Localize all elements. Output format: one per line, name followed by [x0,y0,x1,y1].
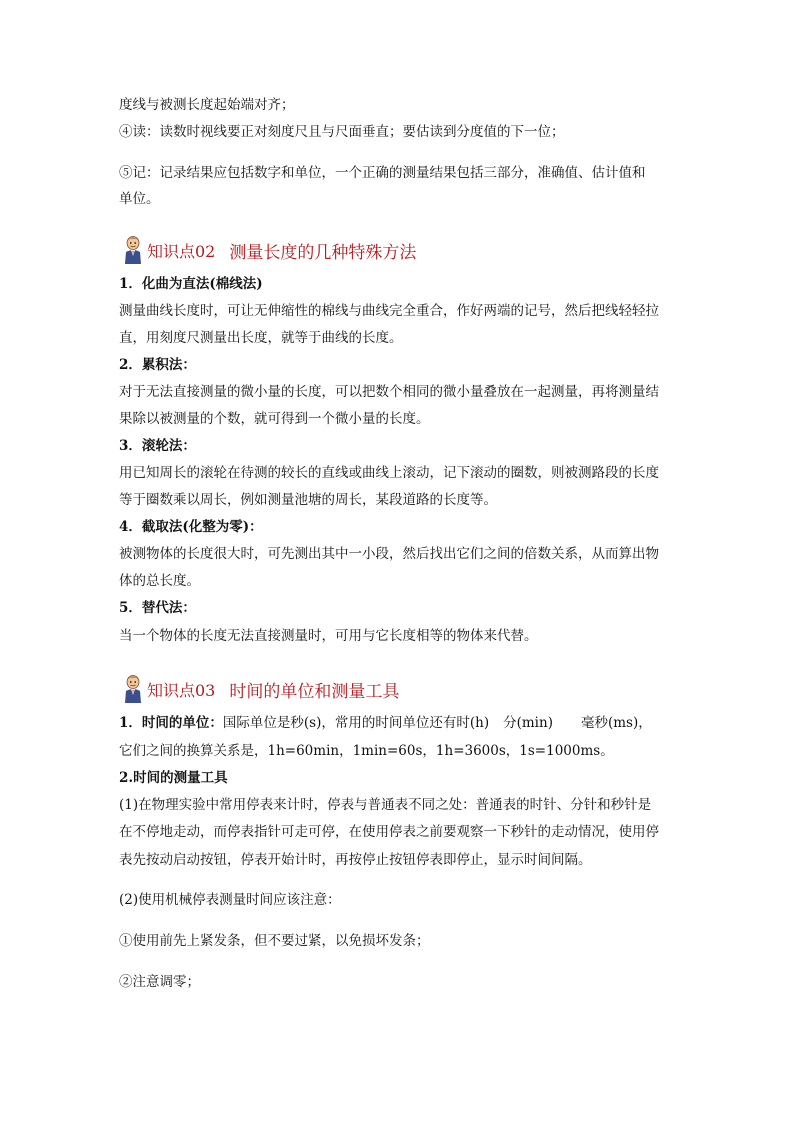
section-number: 知识点02 [147,241,216,261]
method-heading: 5．替代法： [119,600,196,616]
text-line: (2)使用机械停表测量时间应该注意： [119,892,341,908]
text-line: 度线与被测长度起始端对齐； [119,97,295,113]
text-line: 单位。 [119,191,160,207]
text-line: 用已知周长的滚轮在待测的较长的直线或曲线上滚动，记下滚动的圈数，则被测路段的长度 [119,465,659,481]
subheading: 2.时间的测量工具 [119,770,228,786]
text-line: 1．时间的单位：国际单位是秒(s)，常用的时间单位还有时(h) 分(min) 毫秒(ms)， [119,715,652,731]
text-line: (1)在物理实验中常用停表来计时，停表与普通表不同之处：普通表的时针、分针和秒针是 [119,797,652,813]
teacher-icon [121,674,145,704]
text-line: 等于圈数乘以周长，例如测量池塘的周长，某段道路的长度等。 [119,492,497,508]
section-title: 测量长度的几种特殊方法 [229,242,417,263]
text-line: 它们之间的换算关系是，1h=60min，1min=60s，1h=3600s，1s=1000ms。 [119,743,614,759]
method-heading: 2．累积法： [119,357,196,373]
text-line: ④读：读数时视线要正对刻度尺且与尺面垂直；要估读到分度值的下一位； [119,124,565,140]
section-title: 时间的单位和测量工具 [229,681,400,702]
method-heading: 1．化曲为直法(棉线法) [119,276,263,292]
section-heading-03 [121,674,399,704]
text-line: 当一个物体的长度无法直接测量时，可用与它长度相等的物体来代替。 [119,628,538,644]
text-line: 果除以被测量的个数，就可得到一个微小量的长度。 [119,411,430,427]
text-line: 表先按动启动按钮，停表开始计时，再按停止按钮停表即停止，显示时间间隔。 [119,852,592,868]
text-line: ①使用前先上紧发条，但不要过紧，以免损坏发条； [119,933,430,949]
text-line: 在不停地走动，而停表指针可走可停，在使用停表之前要观察一下秒针的走动情况，使用停 [119,824,659,840]
text-line: 对于无法直接测量的微小量的长度，可以把数个相同的微小量叠放在一起测量，再将测量结 [119,384,659,400]
text-line: 直，用刻度尺测量出长度，就等于曲线的长度。 [119,330,403,346]
text-line: 测量曲线长度时，可让无伸缩性的棉线与曲线完全重合，作好两端的记号，然后把线轻轻拉 [119,303,659,319]
method-heading: 3．滚轮法： [119,438,196,454]
teacher-icon [121,235,145,265]
section-heading-02 [121,235,416,265]
text-line: 被测物体的长度很大时，可先测出其中一小段，然后找出它们之间的倍数关系，从而算出物 [119,546,659,562]
text-line: ②注意调零； [119,974,200,990]
section-number: 知识点03 [147,680,216,700]
text-line: 体的总长度。 [119,573,200,589]
method-heading: 4．截取法(化整为零)： [119,519,263,535]
text-line: ⑤记：记录结果应包括数字和单位，一个正确的测量结果包括三部分，准确值、估计值和 [119,165,646,181]
